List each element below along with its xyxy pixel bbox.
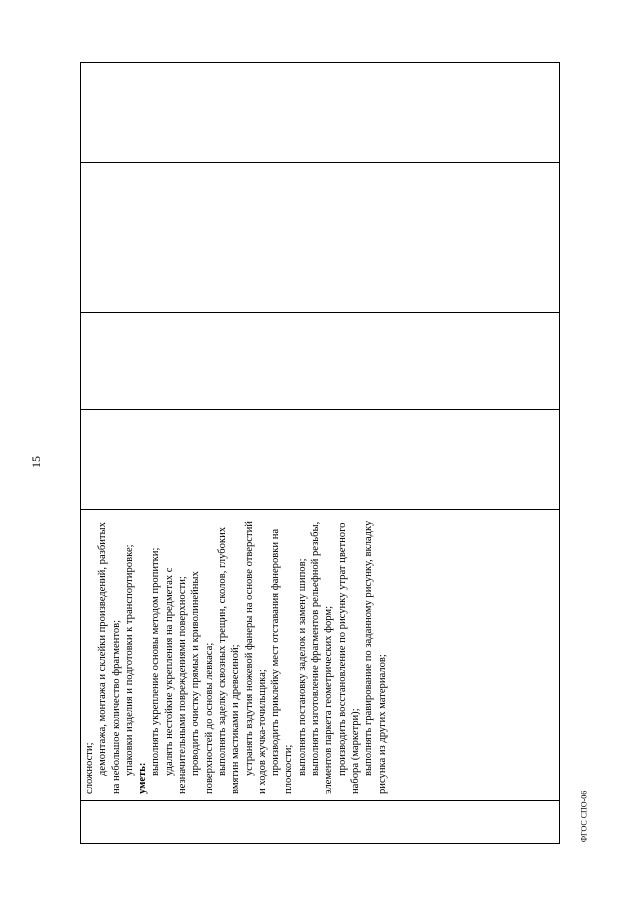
skills-cell (81, 509, 561, 800)
text-line: выполнять постановку заделок и замену шипов; (296, 558, 308, 776)
text-line: выполнять укрепление основы методом пропитки; (150, 547, 162, 776)
skills-cell-text (81, 509, 561, 800)
text-line: выполнять изготовление фрагментов рельефной резьбы, элементов паркета геометрических форм; (310, 521, 335, 794)
row-divider (81, 162, 559, 163)
text-line: демонтажа, монтажа и склейки произведений, разбитых на небольшое количество фрагментов; (97, 522, 122, 794)
page-number-text: 15 (29, 456, 43, 468)
row-divider (81, 312, 559, 313)
text-line: сложности; (84, 742, 95, 794)
section-heading: уметь: (137, 762, 149, 794)
text-line: устранять вздутия ножевой фанеры на основе отверстий и ходов жучка-точильщика; (243, 521, 268, 794)
row-divider (81, 409, 559, 410)
footer-code (580, 790, 596, 850)
footer-code-text: ФГОС СПО-06 (579, 790, 589, 843)
text-line: производить восстановление по рисунку утрат цветного набора (маркетри); (336, 522, 361, 794)
competency-table (80, 62, 560, 844)
text-line: выполнять заделку сквозных трещин, сколов, глубоких вмятин мастиками и древесиной; (216, 526, 242, 794)
text-line: проводить очистку прямых и криволинейных поверхностей до основы левкаса; (190, 571, 215, 794)
text-line: выполнять гравирование по заданному рисунку, вкладку рисунка из других материалов; (363, 520, 388, 794)
text-line: производить приклейку мест отставания фанеровки на плоскости; (270, 528, 295, 794)
row-divider (81, 800, 559, 801)
page-number (26, 452, 46, 472)
text-line: упаковки изделия и подготовки к транспортировке; (123, 544, 135, 776)
text-line: удалять нестойкие укрепления на предметах с незначительными повреждениями поверхности; (163, 567, 189, 794)
